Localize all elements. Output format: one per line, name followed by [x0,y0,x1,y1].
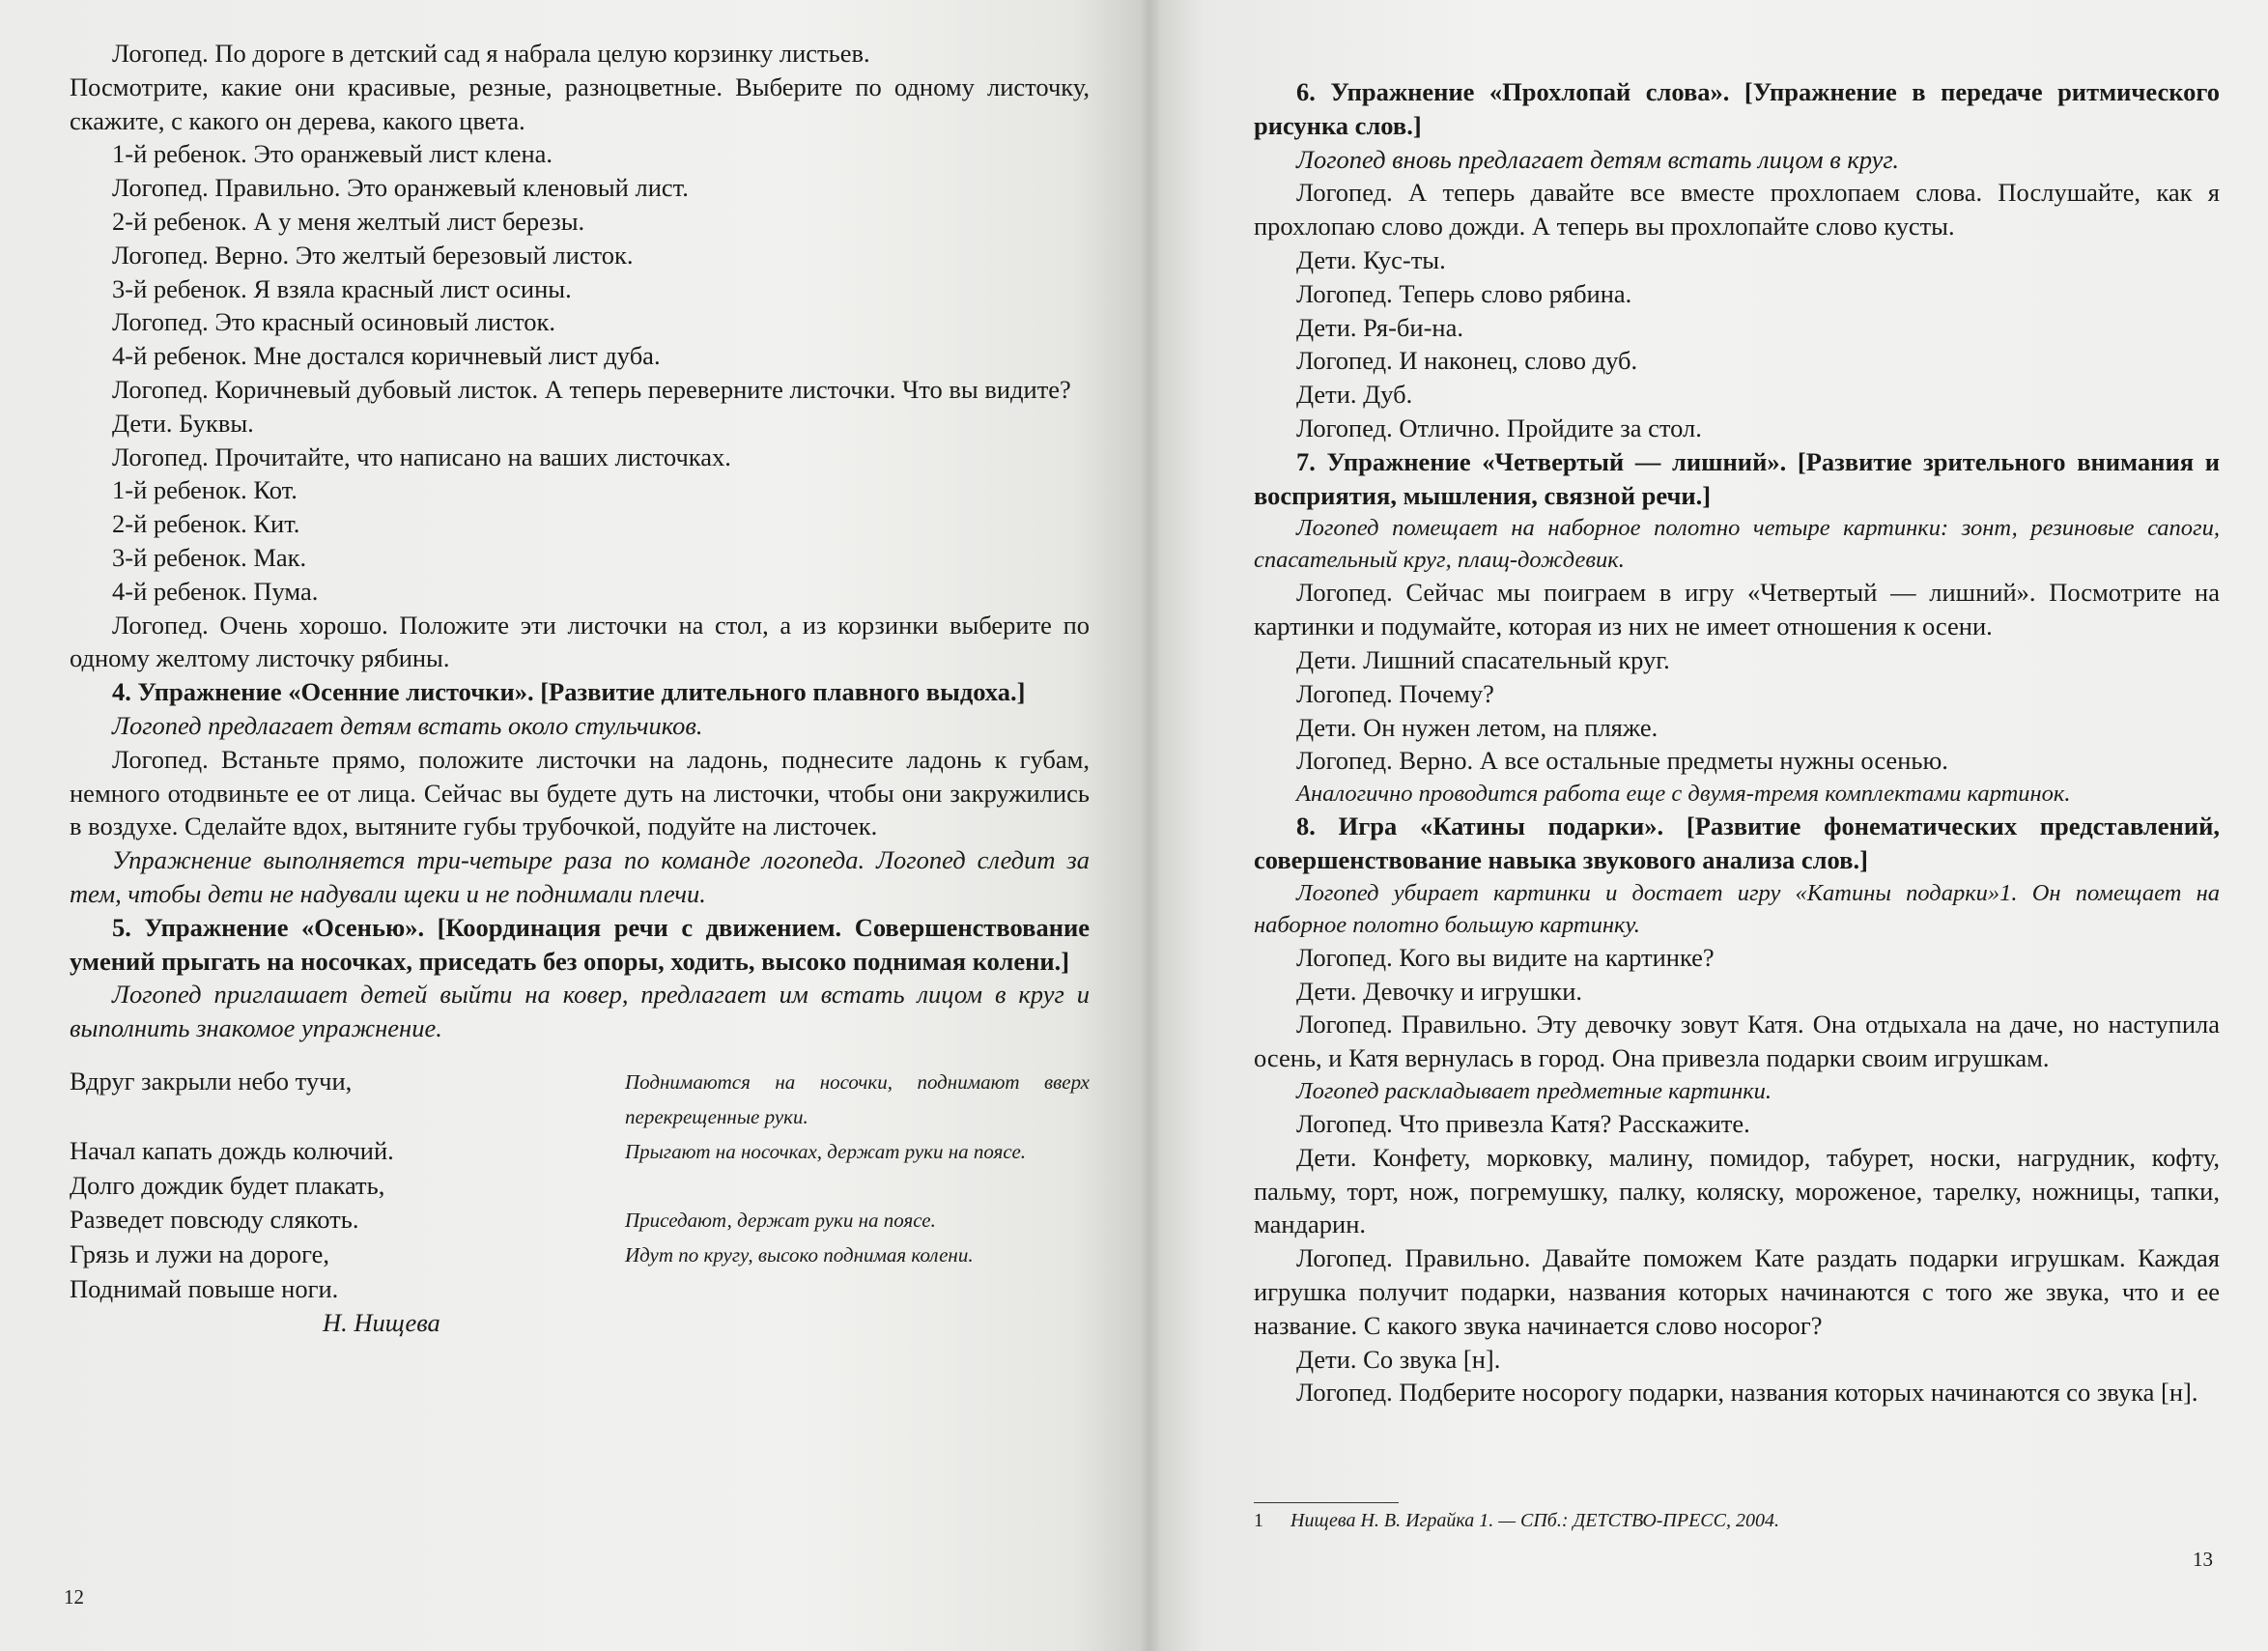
dialogue-line: 3-й ребенок. Я взяла красный лист осины. [112,273,572,303]
dialogue-line: Логопед. Теперь слово рябина. [1296,278,1632,308]
dialogue-line: 4-й ребенок. Пума. [112,576,319,606]
dialogue-line: Дети. Со звука [н]. [1296,1344,1501,1374]
dialogue-line: Логопед. И наконец, слово дуб. [1296,346,1638,376]
dialogue-line: Логопед. Правильно. Эту девочку зовут Катя. Она отдыхала на даче, но наступила осень, и Катя вернулась в город. Она привезла подарки своим игрушкам. [1254,1010,2220,1073]
stage-direction: Логопед приглашает детей выйти на ковер, предлагает им встать лицом в круг и выполнить знакомое упражнение. [70,980,1090,1043]
dialogue-line: 3-й ребенок. Мак. [112,542,307,572]
dialogue-line: Логопед. Верно. А все остальные предметы нужны осенью. [1296,746,1948,776]
dialogue-line: Дети. Конфету, морковку, малину, помидор, табурет, носки, нагрудник, кофту, пальму, торт, нож, погремушку, палку, коляску, мороженое, тарелку, ножницы, тапки, мандарин. [1254,1142,2220,1239]
dialogue-line: Дети. Он нужен летом, на пляже. [1296,712,1658,742]
dialogue-line: Логопед. Сейчас мы поиграем в игру «Четвертый — лишний». Посмотрите на картинки и подумайте, которая из них не имеет отношения к осени. [1254,578,2220,641]
stage-direction: Логопед убирает картинки и достает игру «Катины подарки»1. Он помещает на наборное полотно большую картинку. [1254,879,2220,938]
exercise-heading: 4. Упражнение «Осенние листочки». [Развитие длительного плавного выдоха.] [112,677,1026,707]
poem-movement-note: Идут по кругу, высоко поднимая колени. [625,1242,974,1267]
poem-author: Н. Нищева [323,1307,440,1337]
paragraph: Логопед. По дороге в детский сад я набрала целую корзинку листьев. [112,39,870,68]
footnote-number: 1 [1254,1510,1263,1531]
right-page-text [1254,75,2220,1409]
poem-row [70,1065,1090,1134]
poem-movement-note: Прыгают на носочках, держат руки на поясе. [625,1139,1027,1163]
dialogue-line: Дети. Ря-би-на. [1296,312,1463,342]
dialogue-line: Дети. Девочку и игрушки. [1296,976,1583,1006]
exercise-heading: 6. Упражнение «Прохлопай слова». [Упражнение в передаче ритмического рисунка слов.] [1254,77,2220,140]
right-page [1159,0,2268,1651]
poem [70,1065,1090,1339]
dialogue-line: Дети. Дуб. [1296,380,1413,410]
footnote-rule [1254,1502,1399,1503]
dialogue-line: Логопед. Прочитайте, что написано на ваших листочках. [112,441,731,471]
paragraph: Посмотрите, какие они красивые, резные, разноцветные. Выберите по одному листочку, скажите, с какого он дерева, какого цвета. [70,71,1090,135]
exercise-heading: 7. Упражнение «Четвертый — лишний». [Развитие зрительного внимания и восприятия, мышления, связной речи.] [1254,446,2220,510]
dialogue-line: 2-й ребенок. А у меня желтый лист березы. [112,206,585,236]
stage-direction: Логопед помещает на наборное полотно четыре картинки: зонт, резиновые сапоги, спасательный круг, плащ-дождевик. [1254,515,2220,574]
dialogue-line: Логопед. Почему? [1296,678,1494,708]
dialogue-line: Логопед. Это красный осиновый листок. [112,307,555,337]
stage-direction: Логопед раскладывает предметные картинки. [1296,1077,1772,1104]
poem-line: Грязь и лужи на дороге, [70,1238,330,1268]
dialogue-line: Логопед. А теперь давайте все вместе прохлопаем слова. Послушайте, как я прохлопаю слово дожди. А теперь вы прохлопайте слово кусты. [1254,178,2220,242]
dialogue-line: Дети. Лишний спасательный круг. [1296,644,1670,674]
dialogue-line: Логопед. Правильно. Это оранжевый кленовый лист. [112,173,689,203]
stage-direction: Логопед вновь предлагает детям встать лицом в круг. [1296,144,1900,174]
dialogue-line: 2-й ребенок. Кит. [112,509,300,539]
poem-line: Разведет повсюду слякоть. [70,1204,359,1234]
dialogue-line: Логопед. Отлично. Пройдите за стол. [1296,413,1702,442]
dialogue-line: Дети. Кус-ты. [1296,244,1446,274]
poem-row [70,1169,1090,1203]
page-number: 12 [64,1585,84,1608]
stage-direction: Аналогично проводится работа еще с двумя-тремя комплектами картинок. [1296,781,2071,808]
footnote-text: Нищева Н. В. Играйка 1. — СПб.: ДЕТСТВО-ПРЕСС, 2004. [1290,1510,1779,1531]
exercise-heading: 5. Упражнение «Осенью». [Координация речи с движением. Совершенствование умений прыгать на носочках, приседать без опоры, ходить, высоко поднимая колени.] [70,912,1090,976]
poem-row [70,1272,1090,1306]
dialogue-line: 4-й ребенок. Мне достался коричневый лист дуба. [112,341,661,371]
left-page-text [70,37,1090,1339]
poem-movement-note: Приседают, держат руки на поясе. [625,1208,936,1232]
poem-line: Вдруг закрыли небо тучи, [70,1066,353,1096]
poem-line: Долго дождик будет плакать, [70,1170,385,1200]
stage-direction: Логопед предлагает детям встать около стульчиков. [112,710,703,740]
exercise-heading: 8. Игра «Катины подарки». [Развитие фонематических представлений, совершенствование навыка звукового анализа слов.] [1254,811,2220,874]
dialogue-line: 1-й ребенок. Кот. [112,475,298,505]
dialogue-line: Логопед. Верно. Это желтый березовый листок. [112,240,634,270]
book-gutter [1140,0,1159,1651]
poem-line: Поднимай повыше ноги. [70,1273,339,1303]
footnote [1254,1510,2200,1532]
dialogue-line: Дети. Буквы. [112,408,254,438]
poem-movement-note: Поднимаются на носочки, поднимают вверх перекрещенные руки. [625,1069,1090,1128]
poem-row [70,1134,1090,1169]
poem-line: Начал капать дождь колючий. [70,1135,394,1165]
page-number: 13 [2193,1548,2213,1571]
poem-row [70,1203,1090,1238]
dialogue-line: 1-й ребенок. Это оранжевый лист клена. [112,139,553,169]
dialogue-line: Логопед. Очень хорошо. Положите эти листочки на стол, а из корзинки выберите по одному желтому листочку рябины. [70,610,1090,673]
dialogue-line: Логопед. Встаньте прямо, положите листочки на ладонь, поднесите ладонь к губам, немного отодвиньте ее от лица. Сейчас вы будете дуть на листочки, чтобы они закружились в воздухе. Сделайте вдох, вытяните губы трубочкой, подуйте на листочек. [70,744,1090,841]
poem-row [70,1238,1090,1272]
dialogue-line: Логопед. Коричневый дубовый листок. А теперь переверните листочки. Что вы видите? [112,374,1071,404]
dialogue-line: Логопед. Что привезла Катя? Расскажите. [1296,1108,1750,1138]
stage-direction: Упражнение выполняется три-четыре раза по команде логопеда. Логопед следит за тем, чтобы дети не надували щеки и не поднимали плечи. [70,845,1090,908]
dialogue-line: Логопед. Правильно. Давайте поможем Кате раздать подарки игрушкам. Каждая игрушка получит подарки, названия которых начинаются с того же звука, что и ее название. С какого звука начинается слово носорог? [1254,1243,2220,1340]
dialogue-line: Логопед. Кого вы видите на картинке? [1296,942,1715,972]
dialogue-line: Логопед. Подберите носорогу подарки, названия которых начинаются со звука [н]. [1296,1378,2198,1408]
